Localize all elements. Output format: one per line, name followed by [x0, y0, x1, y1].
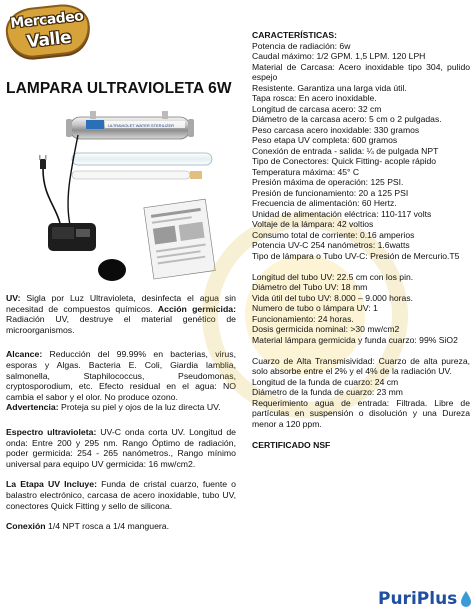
- spec-line: Longitud de la funda de cuarzo: 24 cm: [252, 376, 399, 387]
- etapa-paragraph: [6, 479, 236, 511]
- spec-line: Voltaje de la lámpara: 42 voltios: [252, 219, 374, 229]
- alcance-text: Reducción del 99.99% en bacterias, virus, esporas y Algas. Bacteria E. Coli, Giardia lamblia, salmonella, Staphilococcus, Pseudomonas, cryptosporodium, etc. Efecto residual en el agua: NO cambia el sabor y el olor. No produce ozono.: [6, 349, 236, 402]
- conexion-paragraph: [6, 521, 236, 532]
- uv-label: UV:: [6, 293, 21, 303]
- brand-name-plus: Plus: [416, 589, 458, 609]
- spec-line: Peso etapa UV completa: 600 gramos: [252, 135, 398, 145]
- description-column: [6, 293, 236, 542]
- espectro-paragraph: [6, 427, 236, 469]
- uv-paragraph: [6, 293, 236, 335]
- spec-line: Vida útil del tubo UV: 8.000 – 9.000 horas.: [252, 292, 414, 303]
- mercadeo-valle-logo: [4, 2, 93, 61]
- specs-group-2: [252, 272, 470, 346]
- etapa-text: Funda de cristal cuarzo, fuente o balastro electrónico, carcasa de acero inoxidable, tubo UV, conectores Quick Fitting y sello de silicona.: [6, 479, 236, 511]
- specs-group-1: [252, 41, 470, 262]
- spec-line: Tipo de lámpara o Tubo UV-C: Presión de Mercurio.T5: [252, 250, 460, 261]
- specs-group-3: [252, 356, 470, 430]
- alcance-paragraph: [6, 349, 236, 413]
- spec-line: Diámetro de la funda de cuarzo: 23 mm: [252, 387, 403, 397]
- spec-line: Presión máxima de operación: 125 PSI.: [252, 177, 404, 187]
- spec-line: Diámetro de la carcasa acero: 5 cm o 2 pulgadas.: [252, 114, 442, 124]
- germicidal-text: Radiación UV, destruye el material genético de microorganismos.: [6, 314, 236, 335]
- logo-text-mercadeo: Mercadeo: [9, 8, 85, 32]
- spec-line: Consumo total de corriente: 0.16 amperios: [252, 229, 415, 240]
- spec-line: Tipo de Conectores: Quick Fitting- acople rápido: [252, 156, 437, 166]
- spec-line: Dosis germicida nominal: >30 mw/cm2: [252, 324, 400, 334]
- specifications-heading: CARACTERÍSTICAS:: [252, 30, 337, 40]
- spec-line: Caudal máximo: 1/2 GPM. 1,5 LPM. 120 LPH: [252, 51, 426, 61]
- spec-line: Resistente. Garantiza una larga vida útil.: [252, 82, 407, 93]
- logo-text-valle: Valle: [25, 27, 73, 53]
- spec-line: Longitud de carcasa acero: 32 cm: [252, 103, 382, 114]
- spec-line: Potencia UV-C 254 nanómetros: 1.6watts: [252, 240, 410, 250]
- specifications-column: [252, 30, 470, 450]
- conexion-label: Conexión: [6, 521, 46, 532]
- espectro-label: Espectro ultravioleta:: [6, 426, 97, 437]
- spec-line: Cuarzo de Alta Transmisividad: Cuarzo de alta pureza, solo absorbe entre el 2% y el 4% de la radiación UV.: [252, 355, 470, 376]
- germicidal-label: Acción germicida:: [157, 303, 237, 314]
- conexion-text: 1/4 NPT rosca a 1/4 manguera.: [45, 521, 170, 532]
- spec-line: Requerimiento agua de entrada: Filtrada. Libre de partículas en suspensión o disolución y una Dureza menor a 120 ppm.: [252, 397, 470, 429]
- spec-line: Material lámpara germicida y funda cuarzo: 99% SiO2: [252, 334, 458, 345]
- uv-text: Sigla por Luz Ultravioleta, desinfecta el agua sin necesitad de compuestos químicos.: [6, 293, 236, 314]
- espectro-text: UV-C onda corta UV. Longitud de onda: Entre 200 y 295 nm. Rango Óptimo de radiación, poder germicida: 254 - 265 nanómetros., Rango mínimo universal para equipo UV germicida: 16 mw/cm2.: [6, 426, 236, 469]
- spec-line: Peso carcasa acero inoxidable: 330 gramos: [252, 124, 420, 135]
- puriplus-brand: [378, 587, 473, 611]
- product-image: [30, 105, 230, 290]
- etapa-label: La Etapa UV Incluye:: [6, 479, 97, 490]
- spec-line: Temperatura máxima: 45° C: [252, 166, 360, 177]
- spec-line: Conexión de entrada - salida: ¼ de pulgada NPT: [252, 145, 439, 156]
- spec-line: Presión de funcionamiento: 20 a 125 PSI: [252, 187, 409, 198]
- water-drop-icon: [459, 590, 473, 608]
- chamber-label: ULTRAVIOLET WATER STERILIZER: [108, 123, 175, 128]
- brand-name-puri: Puri: [378, 589, 417, 609]
- advertencia-label: Advertencia:: [6, 402, 59, 413]
- spec-line: Material de Carcasa: Acero inoxidable tipo 304, pulido espejo: [252, 61, 470, 82]
- product-title: LAMPARA ULTRAVIOLETA 6W: [6, 80, 232, 97]
- certification-label: CERTIFICADO NSF: [252, 439, 331, 450]
- spec-line: Numero de tubo o lámpara UV: 1: [252, 303, 378, 313]
- spec-line: Longitud del tubo UV: 22.5 cm con los pin.: [252, 271, 414, 282]
- spec-line: Frecuencia de alimentación: 60 Hertz.: [252, 198, 397, 208]
- advertencia-text: Proteja su piel y ojos de la luz directa UV.: [58, 402, 221, 413]
- spec-line: Funcionamiento: 24 horas.: [252, 313, 354, 324]
- alcance-label: Alcance:: [6, 349, 43, 360]
- spec-line: Potencia de radiación: 6w: [252, 40, 351, 51]
- spec-line: Diámetro del Tubo UV: 18 mm: [252, 282, 368, 292]
- spec-line: Tapa rosca: En acero inoxidable.: [252, 93, 377, 103]
- spec-line: Unidad de alimentación eléctrica: 110-117 volts: [252, 208, 432, 219]
